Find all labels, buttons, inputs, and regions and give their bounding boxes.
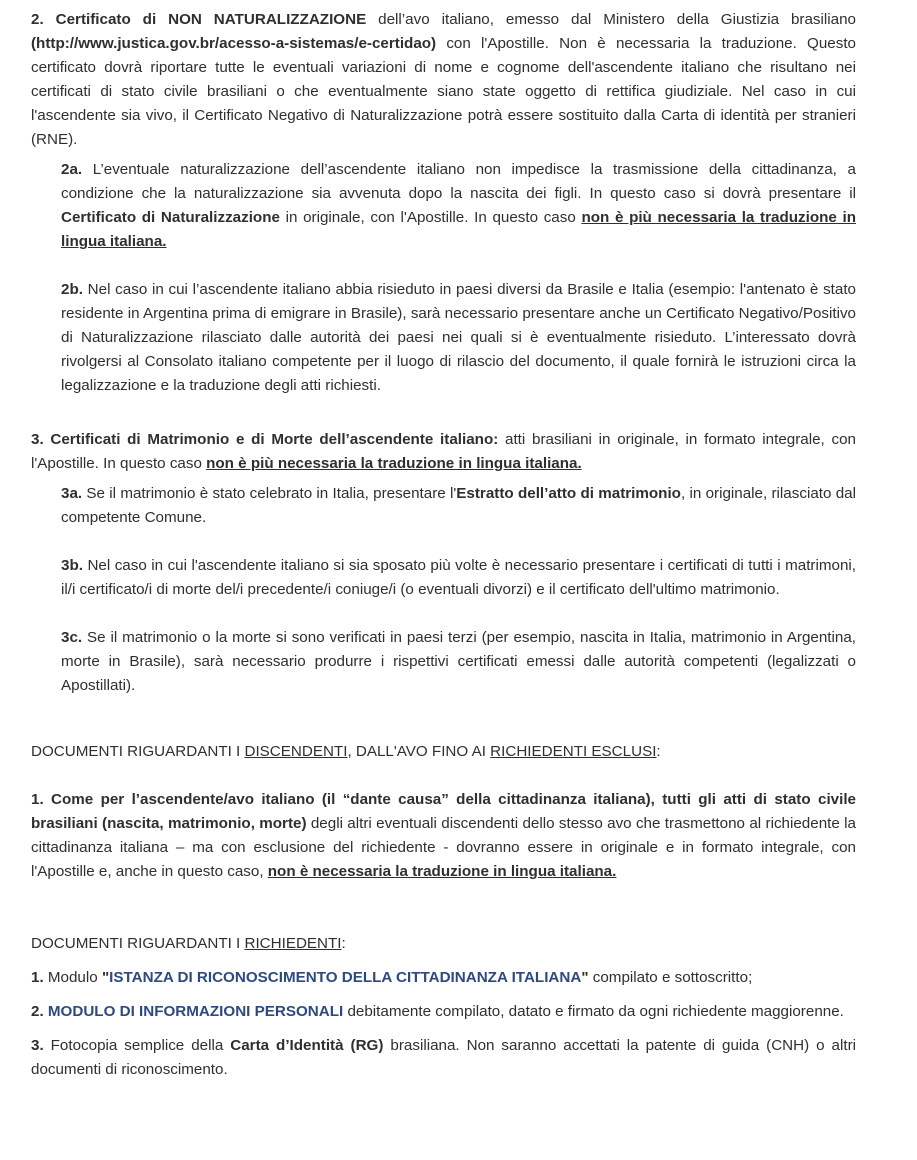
underlined-note: non è più necessaria la traduzione in lingua italiana. <box>206 455 582 472</box>
heading-underlined: RICHIEDENTI <box>244 935 342 952</box>
paragraph-text: brasiliana. Non saranno accettati la patente di guida (CNH) o altri documenti di riconoscimento. <box>31 1037 857 1078</box>
heading-underlined: RICHIEDENTI ESCLUSI <box>490 743 657 760</box>
paragraph-text: debitamente compilato, datato e firmato da ogni richiedente maggiorenne. <box>343 1003 844 1020</box>
bold-text: Estratto dell’atto di matrimonio <box>456 485 681 502</box>
item-number: 3a. <box>61 485 83 502</box>
paragraph-3b <box>31 554 856 602</box>
document-body <box>31 8 856 1082</box>
paragraph-richiedenti-2 <box>31 1000 856 1024</box>
item-number: 2. <box>31 11 44 28</box>
heading-text: DOCUMENTI RIGUARDANTI I <box>31 935 245 952</box>
bold-text: Carta d’Identità (RG) <box>230 1037 384 1054</box>
underlined-note: non è più necessaria la traduzione in lingua italiana. <box>61 209 856 250</box>
heading-text: DOCUMENTI RIGUARDANTI I <box>31 743 245 760</box>
paragraph-text: degli altri eventuali discendenti dello stesso avo che trasmettono al richiedente la cittadinanza italiana – ma con esclusione del richiedente - dovranno essere in originale e in formato integrale, con l'Apostille e, anche in questo caso, <box>31 815 856 880</box>
paragraph-richiedenti-3 <box>31 1034 856 1082</box>
paragraph-text: Se il matrimonio è stato celebrato in Italia, presentare l' <box>82 485 457 502</box>
justice-ministry-url[interactable]: (http://www.justica.gov.br/acesso-a-sistemas/e-certidao) <box>31 35 437 52</box>
paragraph-richiedenti-1 <box>31 966 856 990</box>
heading-text: , DALL'AVO FINO AI <box>347 743 491 760</box>
paragraph-2b <box>31 278 856 398</box>
bold-text: Certificato di Naturalizzazione <box>61 209 280 226</box>
paragraph-text: con l'Apostille. Non è necessaria la traduzione. Questo certificato dovrà riportare tutte le eventuali variazioni di nome e cognome dell'ascendente italiano che risultano nei certificati di stato civile brasiliani o che eventualmente siano state oggetto di rettifica giudiziale. Nel caso in cui l'ascendente sia vivo, il Certificato Negativo di Naturalizzazione potrà essere sostituito dalla Carta di identità per stranieri (RNE). <box>31 35 856 148</box>
paragraph-text: dell’avo italiano, emesso dal Ministero della Giustizia brasiliano <box>366 11 856 28</box>
item-number: 3. <box>31 1037 44 1054</box>
heading-text: : <box>656 743 661 760</box>
paragraph-text: L’eventuale naturalizzazione dell’ascendente italiano non impedisce la trasmissione della cittadinanza, a condizione che la naturalizzazione sia avvenuta dopo la nascita dei figli. In questo caso si dovrà presentare il <box>61 161 856 202</box>
paragraph-text: Modulo <box>43 969 102 986</box>
underlined-note: non è necessaria la traduzione in lingua italiana. <box>267 863 617 880</box>
item-number: 2a. <box>61 161 83 178</box>
item-number: 1. <box>31 969 44 986</box>
istanza-form-link[interactable]: ISTANZA DI RICONOSCIMENTO DELLA CITTADINANZA ITALIANA <box>109 969 582 986</box>
paragraph-text: Fotocopia semplice della <box>43 1037 231 1054</box>
paragraph-3a <box>31 482 856 530</box>
quote-mark: " <box>101 969 110 986</box>
item-number: 3c. <box>61 629 83 646</box>
paragraph-text: in originale, con l'Apostille. In questo caso <box>279 209 582 226</box>
paragraph-text: , in originale, rilasciato dal competente Comune. <box>61 485 856 526</box>
paragraph-2-non-naturalizzazione <box>31 8 856 152</box>
heading-underlined: DISCENDENTI <box>244 743 348 760</box>
bold-text: 1. Come per l’ascendente/avo italiano (il “dante causa” della cittadinanza italiana), tutti gli atti di stato civile brasiliani (nascita, matrimonio, morte) <box>31 791 856 832</box>
certificate-title: Certificato di NON NATURALIZZAZIONE <box>55 11 367 28</box>
paragraph-3c <box>31 626 856 698</box>
paragraph-text: Se il matrimonio o la morte si sono verificati in paesi terzi (per esempio, nascita in Italia, matrimonio in Argentina, morte in Brasile), sarà necessario produrre i rispettivi certificati emessi dalle autorità competenti (legalizzati o Apostillati). <box>61 629 856 694</box>
paragraph-text: atti brasiliani in originale, in formato integrale, con l'Apostille. In questo caso <box>31 431 856 472</box>
item-number: 2b. <box>61 281 83 298</box>
personal-info-form-link[interactable]: MODULO DI INFORMAZIONI PERSONALI <box>47 1003 344 1020</box>
paragraph-text: compilato e sottoscritto; <box>588 969 753 986</box>
section-heading-discendenti <box>31 740 856 764</box>
paragraph-text: Nel caso in cui l’ascendente italiano abbia risieduto in paesi diversi da Brasile e Italia (esempio: l'antenato è stato residente in Argentina prima di emigrare in Brasile), sarà necessario presentare anche un Certificato Negativo/Positivo di Naturalizzazione rilasciato dalle autorità dei paesi nei quali si è eventualmente risieduto. L’interessato dovrà rivolgersi al Consolato italiano competente per il luogo di rilascio del documento, il quale fornirà le istruzioni circa la legalizzazione e la traduzione degli atti richiesti. <box>61 281 856 394</box>
section-heading-richiedenti <box>31 932 856 956</box>
paragraph-3 <box>31 428 856 476</box>
quote-mark: " <box>581 969 589 986</box>
item-number: 3b. <box>61 557 83 574</box>
heading-text: : <box>341 935 346 952</box>
section-title: 3. Certificati di Matrimonio e di Morte dell’ascendente italiano: <box>31 431 499 448</box>
item-number: 2. <box>31 1003 44 1020</box>
paragraph-2a <box>31 158 856 254</box>
paragraph-text: Nel caso in cui l'ascendente italiano si sia sposato più volte è necessario presentare i certificati di tutti i matrimoni, il/i certificato/i di morte del/i precedente/i coniuge/i (o eventuali divorzi) e il certificato dell'ultimo matrimonio. <box>61 557 856 598</box>
paragraph-discendenti-1 <box>31 788 856 884</box>
